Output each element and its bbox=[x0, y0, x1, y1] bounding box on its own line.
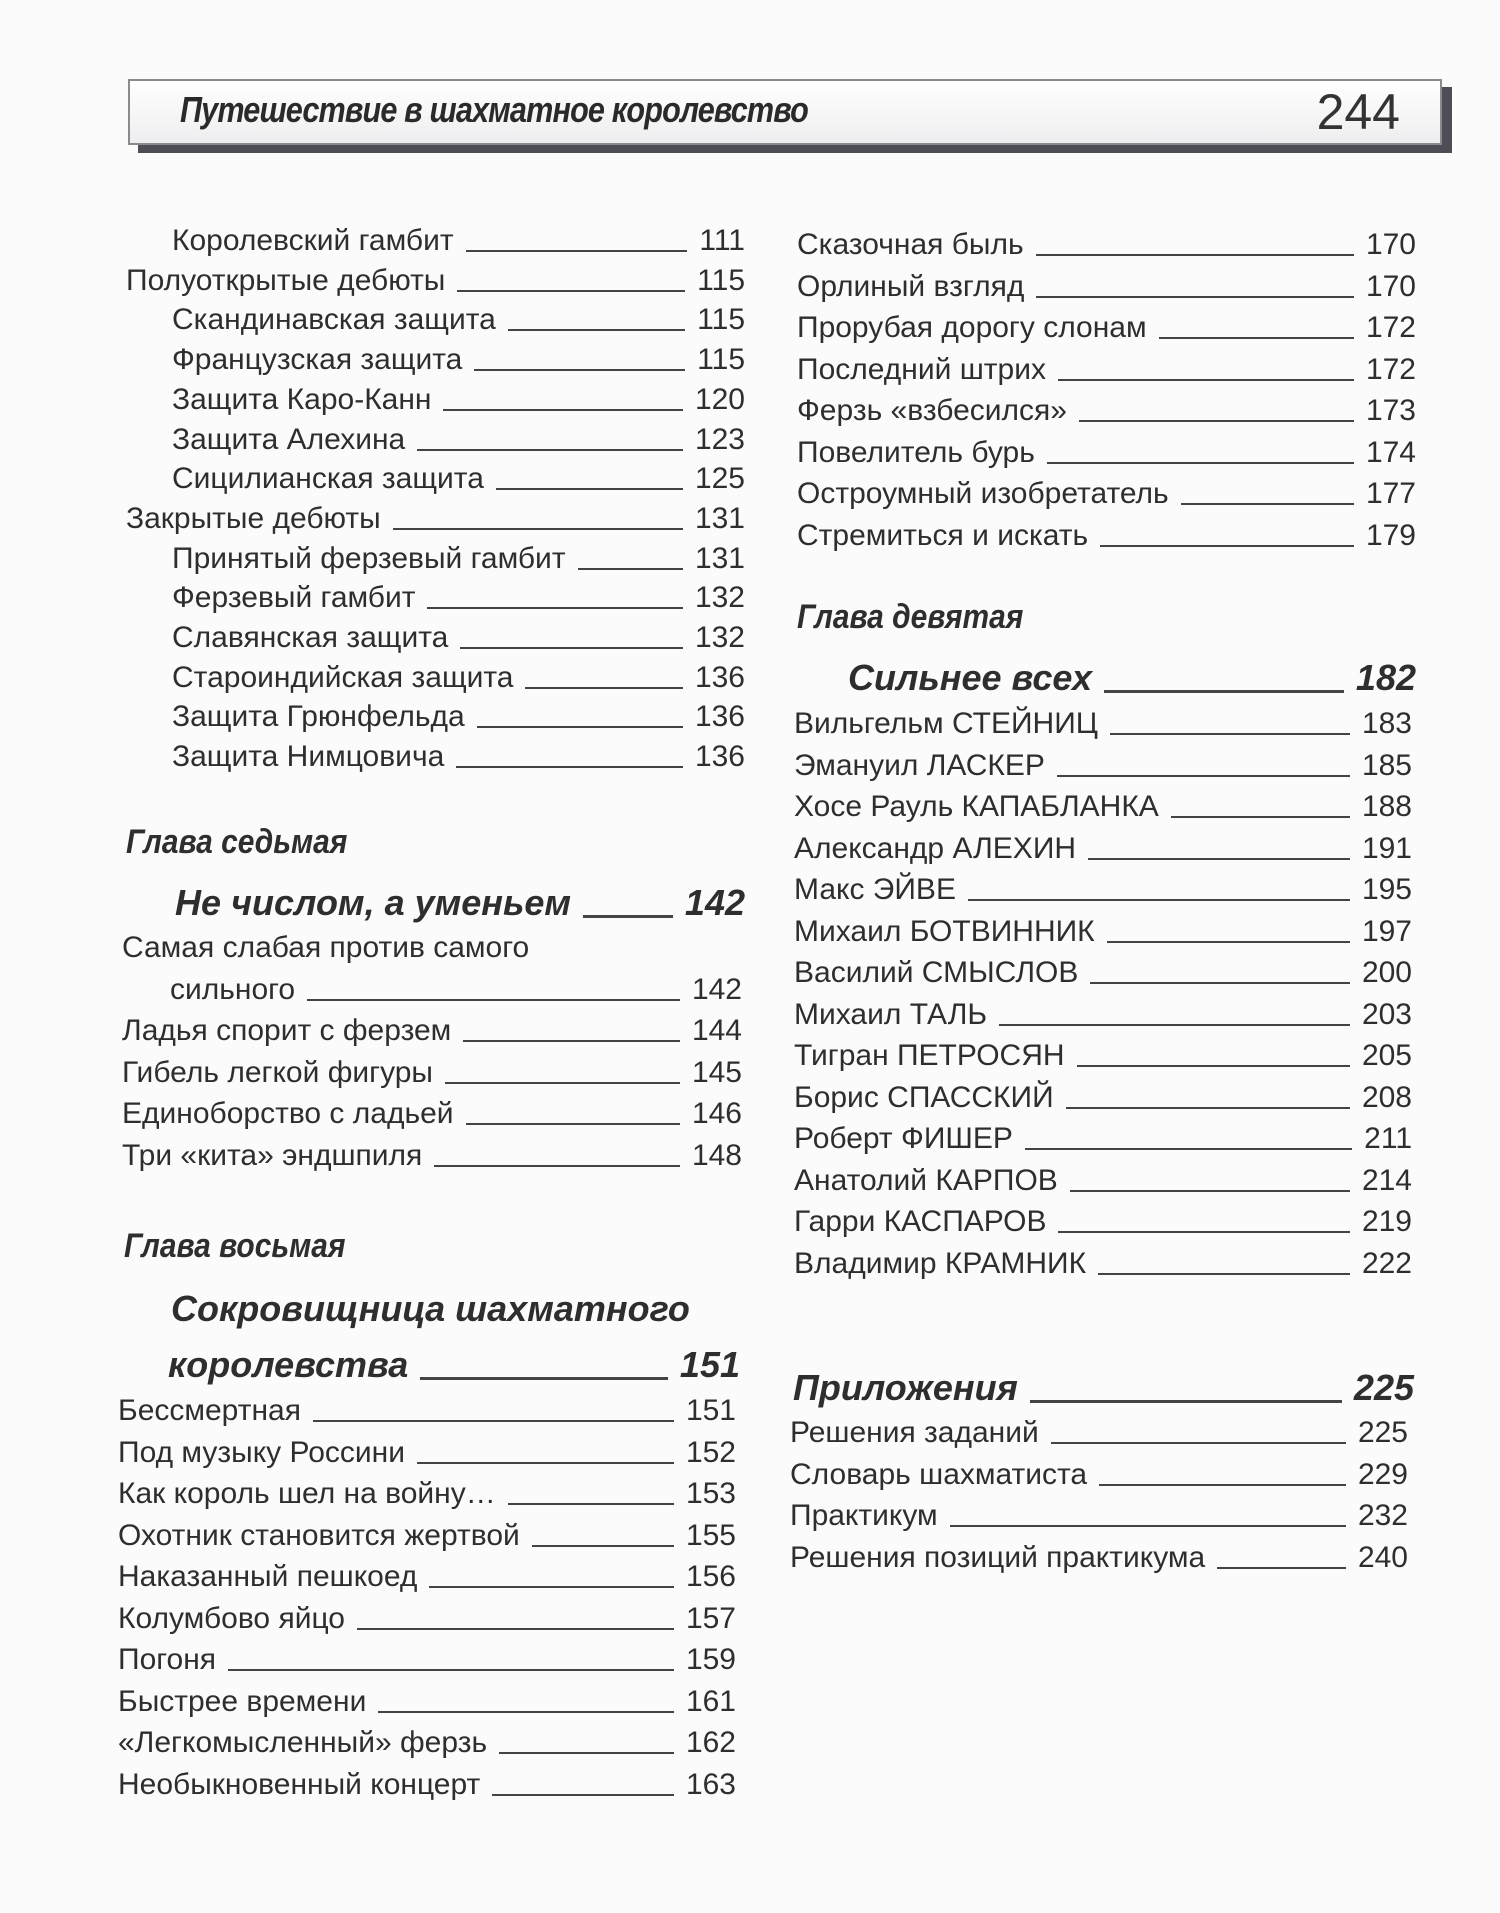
entry-page: 225 bbox=[1357, 1416, 1408, 1449]
leader-line bbox=[508, 329, 685, 331]
toc-entry bbox=[118, 1477, 736, 1511]
entry-page: 115 bbox=[697, 263, 745, 297]
toc-entry bbox=[172, 224, 745, 258]
entry-title: Погоня bbox=[118, 1643, 217, 1676]
toc-entry bbox=[172, 621, 745, 655]
leader-line bbox=[457, 290, 685, 292]
leader-line bbox=[1079, 420, 1354, 422]
entry-page: 111 bbox=[699, 224, 745, 257]
chapter-title bbox=[175, 882, 745, 924]
leader-line bbox=[420, 1377, 668, 1380]
entry-title: Эмануил ЛАСКЕР bbox=[794, 748, 1045, 782]
toc-entry bbox=[794, 707, 1412, 741]
leader-line bbox=[393, 528, 683, 530]
toc-entry bbox=[122, 1097, 742, 1131]
leader-line bbox=[1159, 337, 1354, 339]
toc-entry bbox=[797, 311, 1416, 345]
entry-page: 144 bbox=[691, 1014, 742, 1047]
leader-line bbox=[950, 1525, 1346, 1527]
chapter-title bbox=[171, 1288, 690, 1330]
leader-line bbox=[508, 1503, 674, 1505]
entry-page: 225 bbox=[1353, 1367, 1414, 1408]
leader-line bbox=[456, 766, 683, 768]
entry-title: сильного bbox=[170, 972, 296, 1006]
entry-page: 172 bbox=[1365, 311, 1416, 344]
toc-entry bbox=[797, 519, 1416, 553]
entry-page: 142 bbox=[691, 972, 742, 1006]
entry-page: 182 bbox=[1355, 657, 1416, 698]
toc-entry bbox=[118, 1643, 736, 1677]
entry-title: Под музыку Россини bbox=[118, 1435, 405, 1469]
leader-line bbox=[1058, 379, 1354, 381]
toc-entry bbox=[794, 1164, 1412, 1198]
entry-title: Владимир КРАМНИК bbox=[794, 1246, 1087, 1280]
leader-line bbox=[1104, 690, 1344, 693]
leader-line bbox=[499, 1752, 674, 1754]
leader-line bbox=[1025, 1148, 1352, 1150]
book-title: Путешествие в шахматное королевство bbox=[180, 89, 809, 130]
leader-line bbox=[1171, 816, 1350, 818]
entry-page: 146 bbox=[691, 1097, 742, 1130]
entry-page: 183 bbox=[1361, 707, 1412, 740]
leader-line bbox=[583, 915, 673, 918]
chapter-title bbox=[848, 657, 1416, 699]
entry-page: 155 bbox=[685, 1518, 736, 1552]
entry-page: 157 bbox=[685, 1601, 736, 1635]
toc-entry bbox=[790, 1458, 1408, 1492]
entry-title: Наказанный пешкоед bbox=[118, 1560, 418, 1593]
toc-entry bbox=[118, 1768, 736, 1802]
toc-entry bbox=[797, 436, 1416, 470]
leader-line bbox=[228, 1669, 674, 1671]
entry-title: Сокровищница шахматного bbox=[171, 1288, 690, 1329]
toc-entry bbox=[118, 1560, 736, 1594]
leader-line bbox=[443, 409, 682, 411]
toc-entry bbox=[118, 1685, 736, 1719]
leader-line bbox=[1098, 1273, 1350, 1275]
leader-line bbox=[378, 1711, 674, 1713]
toc-entry bbox=[172, 303, 745, 337]
leader-line bbox=[307, 999, 680, 1001]
entry-title: Прорубая дорогу слонам bbox=[797, 311, 1147, 344]
entry-page: 145 bbox=[691, 1055, 742, 1089]
entry-title: Ладья спорит с ферзем bbox=[122, 1014, 452, 1047]
entry-title: Василий СМЫСЛОВ bbox=[794, 956, 1079, 989]
entry-title: Единоборство с ладьей bbox=[122, 1097, 454, 1130]
entry-title: Французская защита bbox=[172, 343, 463, 377]
entry-title: Тигран ПЕТРОСЯН bbox=[794, 1039, 1065, 1072]
leader-line bbox=[1051, 1442, 1346, 1444]
entry-page: 219 bbox=[1361, 1205, 1412, 1238]
entry-page: 152 bbox=[685, 1435, 736, 1469]
entry-title: Скандинавская защита bbox=[172, 303, 496, 337]
entry-page: 203 bbox=[1361, 997, 1412, 1031]
entry-page: 151 bbox=[685, 1394, 736, 1427]
entry-title: Александр АЛЕХИН bbox=[794, 831, 1077, 865]
chapter-label bbox=[124, 1227, 346, 1266]
entry-title: Колумбово яйцо bbox=[118, 1601, 345, 1635]
entry-title: Анатолий КАРПОВ bbox=[794, 1163, 1058, 1197]
leader-line bbox=[1217, 1567, 1346, 1569]
toc-entry bbox=[172, 462, 745, 496]
leader-line bbox=[463, 1040, 680, 1042]
entry-page: 156 bbox=[685, 1560, 736, 1593]
entry-title: Три «кита» эндшпиля bbox=[122, 1138, 423, 1172]
entry-page: 191 bbox=[1361, 831, 1412, 865]
running-header bbox=[128, 79, 1442, 145]
entry-title: королевства bbox=[168, 1344, 409, 1385]
toc-entry bbox=[122, 1139, 742, 1173]
leader-line bbox=[417, 1462, 674, 1464]
toc-entry bbox=[126, 264, 745, 298]
toc-entry bbox=[170, 973, 742, 1007]
leader-line bbox=[313, 1420, 674, 1422]
entry-page: 159 bbox=[685, 1643, 736, 1676]
entry-title: Необыкновенный концерт bbox=[118, 1767, 481, 1801]
leader-line bbox=[525, 687, 682, 689]
entry-page: 142 bbox=[684, 882, 745, 923]
entry-page: 173 bbox=[1365, 394, 1416, 427]
toc-entry bbox=[794, 749, 1412, 783]
leader-line bbox=[496, 488, 683, 490]
toc-entry bbox=[794, 998, 1412, 1032]
leader-line bbox=[1066, 1107, 1350, 1109]
toc-entry bbox=[794, 915, 1412, 949]
entry-title: Не числом, а уменьем bbox=[175, 882, 572, 923]
toc-entry bbox=[172, 581, 745, 615]
entry-page: 177 bbox=[1365, 477, 1416, 510]
entry-page: 125 bbox=[694, 462, 745, 496]
leader-line bbox=[999, 1024, 1350, 1026]
entry-title: Макс ЭЙВЕ bbox=[794, 873, 956, 906]
entry-title: Михаил ТАЛЬ bbox=[794, 997, 988, 1031]
entry-page: 153 bbox=[685, 1477, 736, 1510]
entry-title: Глава восьмая bbox=[124, 1227, 346, 1265]
entry-title: Глава девятая bbox=[797, 598, 1024, 636]
entry-title: Как король шел на войну… bbox=[118, 1477, 496, 1510]
entry-title: Полуоткрытые дебюты bbox=[126, 263, 446, 297]
entry-page: 163 bbox=[685, 1767, 736, 1801]
entry-title: Ферзь «взбесился» bbox=[797, 394, 1067, 427]
entry-page: 131 bbox=[694, 501, 745, 535]
entry-page: 148 bbox=[691, 1138, 742, 1172]
entry-title: Сказочная быль bbox=[797, 228, 1024, 261]
entry-title: Михаил БОТВИННИК bbox=[794, 914, 1095, 948]
entry-page: 170 bbox=[1365, 228, 1416, 261]
entry-title: Сильнее всех bbox=[848, 657, 1092, 698]
appendix-title bbox=[793, 1367, 1414, 1409]
toc-entry bbox=[118, 1726, 736, 1760]
toc-entry bbox=[172, 542, 745, 576]
toc-entry bbox=[794, 956, 1412, 990]
leader-line bbox=[1090, 982, 1350, 984]
entry-page: 115 bbox=[697, 303, 745, 337]
toc-entry bbox=[797, 270, 1416, 304]
entry-page: 185 bbox=[1361, 748, 1412, 782]
toc-entry bbox=[797, 394, 1416, 428]
entry-title: Быстрее времени bbox=[118, 1684, 367, 1718]
leader-line bbox=[1107, 941, 1350, 943]
toc-entry bbox=[126, 502, 745, 536]
entry-page: 232 bbox=[1357, 1499, 1408, 1532]
toc-entry bbox=[122, 931, 742, 965]
leader-line bbox=[460, 647, 683, 649]
leader-line bbox=[532, 1545, 674, 1547]
entry-title: Охотник становится жертвой bbox=[118, 1518, 520, 1552]
entry-title: Защита Грюнфельда bbox=[172, 700, 465, 734]
leader-line bbox=[417, 449, 683, 451]
toc-entry bbox=[794, 1205, 1412, 1239]
entry-page: 211 bbox=[1364, 1122, 1412, 1155]
entry-page: 229 bbox=[1357, 1457, 1408, 1491]
entry-page: 120 bbox=[694, 382, 745, 416]
entry-page: 214 bbox=[1361, 1163, 1412, 1197]
entry-title: Стремиться и искать bbox=[797, 518, 1089, 552]
leader-line bbox=[466, 250, 688, 252]
entry-page: 240 bbox=[1357, 1540, 1408, 1574]
entry-title: Гибель легкой фигуры bbox=[122, 1055, 433, 1089]
toc-entry bbox=[172, 383, 745, 417]
toc-entry bbox=[118, 1602, 736, 1636]
entry-page: 188 bbox=[1361, 790, 1412, 823]
entry-page: 174 bbox=[1365, 435, 1416, 469]
toc-entry bbox=[797, 228, 1416, 262]
toc-entry bbox=[172, 700, 745, 734]
entry-title: Славянская защита bbox=[172, 621, 449, 654]
leader-line bbox=[1058, 1231, 1349, 1233]
page-number: 244 bbox=[1316, 84, 1400, 140]
leader-line bbox=[427, 607, 682, 609]
entry-page: 136 bbox=[694, 700, 745, 734]
entry-title: Староиндийская защита bbox=[172, 660, 514, 694]
toc-entry bbox=[794, 832, 1412, 866]
leader-line bbox=[1070, 1190, 1350, 1192]
entry-title: Самая слабая против самого bbox=[122, 931, 530, 964]
toc-entry bbox=[122, 1014, 742, 1048]
leader-line bbox=[578, 568, 683, 570]
entry-title: Решения заданий bbox=[790, 1416, 1039, 1449]
entry-page: 205 bbox=[1361, 1039, 1412, 1072]
entry-title: Закрытые дебюты bbox=[126, 501, 381, 535]
entry-title: Защита Алехина bbox=[172, 422, 406, 456]
entry-page: 162 bbox=[685, 1726, 736, 1759]
entry-title: Ферзевый гамбит bbox=[172, 581, 416, 615]
entry-title: Последний штрих bbox=[797, 352, 1046, 386]
entry-page: 123 bbox=[694, 422, 745, 456]
entry-title: Роберт ФИШЕР bbox=[794, 1122, 1013, 1155]
entry-page: 131 bbox=[694, 541, 745, 575]
entry-page: 200 bbox=[1361, 956, 1412, 989]
toc-entry bbox=[172, 740, 745, 774]
leader-line bbox=[1030, 1400, 1342, 1403]
entry-page: 132 bbox=[694, 621, 745, 654]
toc-entry bbox=[794, 1122, 1412, 1156]
toc-entry bbox=[794, 1081, 1412, 1115]
leader-line bbox=[477, 726, 683, 728]
entry-title: Приложения bbox=[793, 1367, 1018, 1408]
entry-title: Практикум bbox=[790, 1499, 938, 1532]
entry-page: 151 bbox=[679, 1344, 740, 1385]
toc-entry bbox=[172, 661, 745, 695]
leader-line bbox=[968, 899, 1350, 901]
chapter-label bbox=[797, 598, 1023, 637]
leader-line bbox=[1181, 503, 1354, 505]
entry-page: 195 bbox=[1361, 873, 1412, 906]
leader-line bbox=[1110, 733, 1350, 735]
toc-entry bbox=[118, 1394, 736, 1428]
toc-entry bbox=[172, 343, 745, 377]
toc-entry bbox=[797, 477, 1416, 511]
entry-title: Гарри КАСПАРОВ bbox=[794, 1205, 1047, 1238]
entry-title: Хосе Рауль КАПАБЛАНКА bbox=[794, 790, 1159, 823]
leader-line bbox=[1047, 462, 1354, 464]
toc-entry bbox=[797, 353, 1416, 387]
leader-line bbox=[429, 1586, 674, 1588]
leader-line bbox=[474, 369, 685, 371]
entry-title: Защита Нимцовича bbox=[172, 740, 445, 774]
entry-title: Остроумный изобретатель bbox=[797, 477, 1169, 510]
entry-title: Глава седьмая bbox=[126, 823, 348, 861]
entry-page: 136 bbox=[694, 660, 745, 694]
leader-line bbox=[445, 1082, 680, 1084]
entry-title: Орлиный взгляд bbox=[797, 269, 1025, 303]
leader-line bbox=[1057, 775, 1350, 777]
entry-title: Бессмертная bbox=[118, 1394, 301, 1427]
entry-title: Решения позиций практикума bbox=[790, 1540, 1206, 1574]
toc-entry bbox=[122, 1056, 742, 1090]
entry-page: 115 bbox=[697, 343, 745, 377]
entry-page: 170 bbox=[1365, 269, 1416, 303]
entry-title: Защита Каро-Канн bbox=[172, 382, 432, 416]
toc-entry bbox=[794, 1039, 1412, 1073]
toc-entry bbox=[790, 1416, 1408, 1450]
entry-page: 172 bbox=[1365, 352, 1416, 386]
toc-entry bbox=[118, 1436, 736, 1470]
entry-page: 132 bbox=[694, 581, 745, 615]
leader-line bbox=[1036, 254, 1354, 256]
toc-entry bbox=[790, 1499, 1408, 1533]
entry-title: Повелитель бурь bbox=[797, 435, 1035, 469]
chapter-title bbox=[168, 1344, 740, 1386]
entry-title: Борис СПАССКИЙ bbox=[794, 1080, 1054, 1114]
entry-title: Принятый ферзевый гамбит bbox=[172, 541, 566, 575]
leader-line bbox=[1088, 858, 1350, 860]
toc-entry bbox=[794, 790, 1412, 824]
leader-line bbox=[357, 1628, 674, 1630]
toc-entry bbox=[794, 1247, 1412, 1281]
entry-page: 208 bbox=[1361, 1080, 1412, 1114]
chapter-label bbox=[126, 823, 347, 862]
toc-entry bbox=[118, 1519, 736, 1553]
entry-page: 179 bbox=[1365, 518, 1416, 552]
leader-line bbox=[1099, 1484, 1346, 1486]
entry-page: 222 bbox=[1361, 1246, 1412, 1280]
leader-line bbox=[1036, 296, 1354, 298]
leader-line bbox=[1077, 1065, 1350, 1067]
entry-title: Вильгельм СТЕЙНИЦ bbox=[794, 707, 1098, 740]
entry-title: Королевский гамбит bbox=[172, 224, 454, 257]
entry-title: Словарь шахматиста bbox=[790, 1457, 1088, 1491]
entry-page: 197 bbox=[1361, 914, 1412, 948]
entry-title: Сицилианская защита bbox=[172, 462, 484, 496]
leader-line bbox=[434, 1165, 680, 1167]
entry-page: 136 bbox=[694, 740, 745, 774]
toc-entry bbox=[790, 1541, 1408, 1575]
leader-line bbox=[492, 1794, 674, 1796]
toc-entry bbox=[172, 423, 745, 457]
toc-entry bbox=[794, 873, 1412, 907]
leader-line bbox=[466, 1123, 680, 1125]
entry-title: «Легкомысленный» ферзь bbox=[118, 1726, 488, 1759]
leader-line bbox=[1100, 545, 1354, 547]
entry-page: 161 bbox=[685, 1684, 736, 1718]
